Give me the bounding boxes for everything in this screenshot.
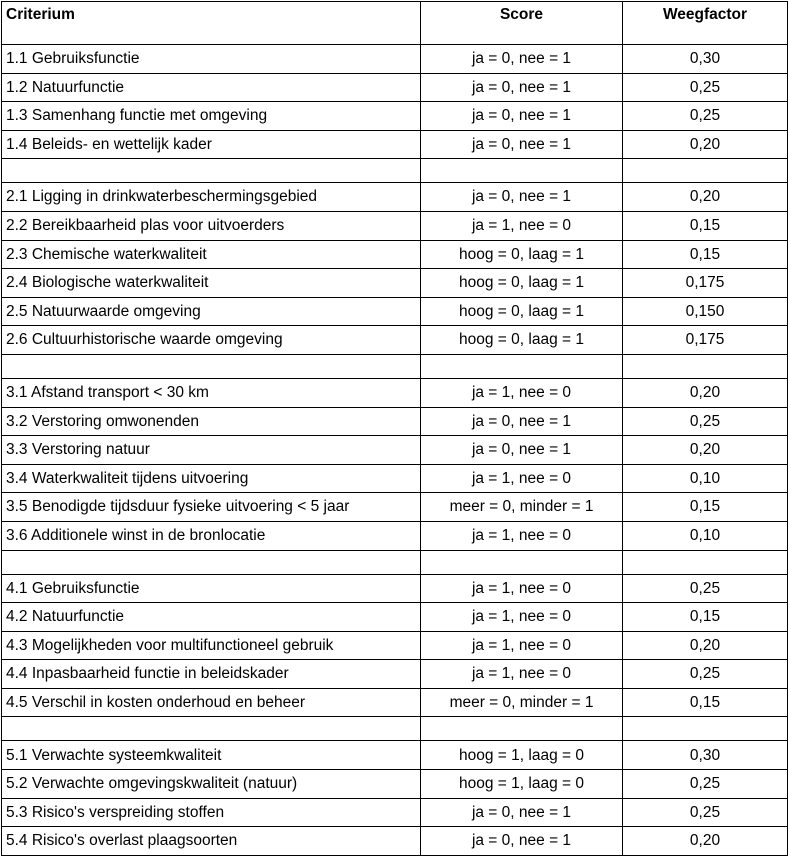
score-cell: ja = 1, nee = 0 bbox=[421, 464, 623, 493]
criterium-cell: 2.2 Bereikbaarheid plas voor uitvoerders bbox=[2, 211, 421, 240]
weegfactor-cell: 0,30 bbox=[623, 45, 788, 74]
criterium-cell: 4.2 Natuurfunctie bbox=[2, 603, 421, 632]
empty-cell bbox=[421, 717, 623, 741]
score-cell: ja = 0, nee = 1 bbox=[421, 183, 623, 212]
empty-cell bbox=[2, 550, 421, 574]
empty-cell bbox=[2, 159, 421, 183]
score-cell: ja = 0, nee = 1 bbox=[421, 436, 623, 465]
table-row bbox=[2, 130, 788, 159]
table-row bbox=[2, 603, 788, 632]
empty-cell bbox=[623, 550, 788, 574]
table-row bbox=[2, 297, 788, 326]
score-cell: hoog = 1, laag = 0 bbox=[421, 741, 623, 770]
weegfactor-cell: 0,25 bbox=[623, 660, 788, 689]
score-cell: ja = 0, nee = 1 bbox=[421, 130, 623, 159]
score-cell: ja = 1, nee = 0 bbox=[421, 211, 623, 240]
score-cell: meer = 0, minder = 1 bbox=[421, 688, 623, 717]
weegfactor-cell: 0,20 bbox=[623, 378, 788, 407]
header-row bbox=[2, 2, 788, 45]
criterium-cell: 5.4 Risico's overlast plaagsoorten bbox=[2, 827, 421, 856]
score-cell: ja = 0, nee = 1 bbox=[421, 827, 623, 856]
score-cell: hoog = 0, laag = 1 bbox=[421, 269, 623, 298]
weegfactor-cell: 0,150 bbox=[623, 297, 788, 326]
table-row bbox=[2, 211, 788, 240]
score-cell: hoog = 1, laag = 0 bbox=[421, 770, 623, 799]
weegfactor-cell: 0,10 bbox=[623, 464, 788, 493]
weegfactor-cell: 0,20 bbox=[623, 436, 788, 465]
header-score: Score bbox=[421, 2, 623, 45]
weegfactor-cell: 0,30 bbox=[623, 741, 788, 770]
table-row bbox=[2, 240, 788, 269]
table-row bbox=[2, 631, 788, 660]
weegfactor-cell: 0,15 bbox=[623, 493, 788, 522]
empty-cell bbox=[421, 354, 623, 378]
score-cell: ja = 0, nee = 1 bbox=[421, 407, 623, 436]
weegfactor-cell: 0,15 bbox=[623, 240, 788, 269]
score-cell: ja = 0, nee = 1 bbox=[421, 45, 623, 74]
table-row bbox=[2, 741, 788, 770]
score-cell: ja = 0, nee = 1 bbox=[421, 73, 623, 102]
score-cell: ja = 1, nee = 0 bbox=[421, 574, 623, 603]
weegfactor-cell: 0,20 bbox=[623, 130, 788, 159]
score-cell: ja = 0, nee = 1 bbox=[421, 102, 623, 131]
table-row bbox=[2, 493, 788, 522]
criterium-cell: 3.4 Waterkwaliteit tijdens uitvoering bbox=[2, 464, 421, 493]
weegfactor-cell: 0,25 bbox=[623, 407, 788, 436]
criterium-cell: 1.4 Beleids- en wettelijk kader bbox=[2, 130, 421, 159]
score-cell: ja = 1, nee = 0 bbox=[421, 660, 623, 689]
criterium-cell: 2.3 Chemische waterkwaliteit bbox=[2, 240, 421, 269]
empty-cell bbox=[623, 159, 788, 183]
table-row bbox=[2, 798, 788, 827]
table-row bbox=[2, 407, 788, 436]
score-cell: ja = 1, nee = 0 bbox=[421, 631, 623, 660]
empty-cell bbox=[2, 354, 421, 378]
score-cell: ja = 1, nee = 0 bbox=[421, 521, 623, 550]
criterium-cell: 3.6 Additionele winst in de bronlocatie bbox=[2, 521, 421, 550]
criterium-cell: 2.6 Cultuurhistorische waarde omgeving bbox=[2, 326, 421, 355]
weegfactor-cell: 0,175 bbox=[623, 326, 788, 355]
weegfactor-cell: 0,15 bbox=[623, 603, 788, 632]
criterium-cell: 4.4 Inpasbaarheid functie in beleidskader bbox=[2, 660, 421, 689]
weegfactor-cell: 0,20 bbox=[623, 631, 788, 660]
table-row bbox=[2, 269, 788, 298]
empty-cell bbox=[623, 354, 788, 378]
criterium-cell: 3.5 Benodigde tijdsduur fysieke uitvoering < 5 jaar bbox=[2, 493, 421, 522]
table-row bbox=[2, 45, 788, 74]
header-criterium: Criterium bbox=[2, 2, 421, 45]
criterium-cell: 4.1 Gebruiksfunctie bbox=[2, 574, 421, 603]
table-row bbox=[2, 326, 788, 355]
score-cell: meer = 0, minder = 1 bbox=[421, 493, 623, 522]
weegfactor-cell: 0,20 bbox=[623, 183, 788, 212]
weegfactor-cell: 0,175 bbox=[623, 269, 788, 298]
criterium-cell: 3.2 Verstoring omwonenden bbox=[2, 407, 421, 436]
empty-cell bbox=[2, 717, 421, 741]
table-row bbox=[2, 574, 788, 603]
table-row bbox=[2, 464, 788, 493]
table-row bbox=[2, 183, 788, 212]
criteria-table bbox=[1, 1, 788, 856]
table-row bbox=[2, 378, 788, 407]
criterium-cell: 2.5 Natuurwaarde omgeving bbox=[2, 297, 421, 326]
criterium-cell: 4.5 Verschil in kosten onderhoud en beheer bbox=[2, 688, 421, 717]
criterium-cell: 3.1 Afstand transport < 30 km bbox=[2, 378, 421, 407]
table-row bbox=[2, 436, 788, 465]
criterium-cell: 1.2 Natuurfunctie bbox=[2, 73, 421, 102]
table-row bbox=[2, 827, 788, 856]
weegfactor-cell: 0,20 bbox=[623, 827, 788, 856]
table-row bbox=[2, 521, 788, 550]
criterium-cell: 1.3 Samenhang functie met omgeving bbox=[2, 102, 421, 131]
weegfactor-cell: 0,25 bbox=[623, 770, 788, 799]
weegfactor-cell: 0,15 bbox=[623, 211, 788, 240]
table-body bbox=[2, 45, 788, 856]
header-weegfactor: Weegfactor bbox=[623, 2, 788, 45]
table-row bbox=[2, 73, 788, 102]
score-cell: hoog = 0, laag = 1 bbox=[421, 326, 623, 355]
criterium-cell: 4.3 Mogelijkheden voor multifunctioneel gebruik bbox=[2, 631, 421, 660]
criterium-cell: 2.4 Biologische waterkwaliteit bbox=[2, 269, 421, 298]
weegfactor-cell: 0,10 bbox=[623, 521, 788, 550]
table-row bbox=[2, 688, 788, 717]
score-cell: ja = 0, nee = 1 bbox=[421, 798, 623, 827]
criterium-cell: 2.1 Ligging in drinkwaterbeschermingsgebied bbox=[2, 183, 421, 212]
criterium-cell: 5.1 Verwachte systeemkwaliteit bbox=[2, 741, 421, 770]
criterium-cell: 1.1 Gebruiksfunctie bbox=[2, 45, 421, 74]
table-row bbox=[2, 102, 788, 131]
empty-cell bbox=[623, 717, 788, 741]
group-separator-row bbox=[2, 550, 788, 574]
score-cell: hoog = 0, laag = 1 bbox=[421, 297, 623, 326]
criterium-cell: 3.3 Verstoring natuur bbox=[2, 436, 421, 465]
group-separator-row bbox=[2, 354, 788, 378]
empty-cell bbox=[421, 550, 623, 574]
table-row bbox=[2, 770, 788, 799]
group-separator-row bbox=[2, 717, 788, 741]
criterium-cell: 5.2 Verwachte omgevingskwaliteit (natuur) bbox=[2, 770, 421, 799]
group-separator-row bbox=[2, 159, 788, 183]
score-cell: ja = 1, nee = 0 bbox=[421, 603, 623, 632]
weegfactor-cell: 0,25 bbox=[623, 798, 788, 827]
table-row bbox=[2, 660, 788, 689]
weegfactor-cell: 0,25 bbox=[623, 102, 788, 131]
criterium-cell: 5.3 Risico's verspreiding stoffen bbox=[2, 798, 421, 827]
score-cell: ja = 1, nee = 0 bbox=[421, 378, 623, 407]
score-cell: hoog = 0, laag = 1 bbox=[421, 240, 623, 269]
weegfactor-cell: 0,15 bbox=[623, 688, 788, 717]
empty-cell bbox=[421, 159, 623, 183]
weegfactor-cell: 0,25 bbox=[623, 574, 788, 603]
weegfactor-cell: 0,25 bbox=[623, 73, 788, 102]
